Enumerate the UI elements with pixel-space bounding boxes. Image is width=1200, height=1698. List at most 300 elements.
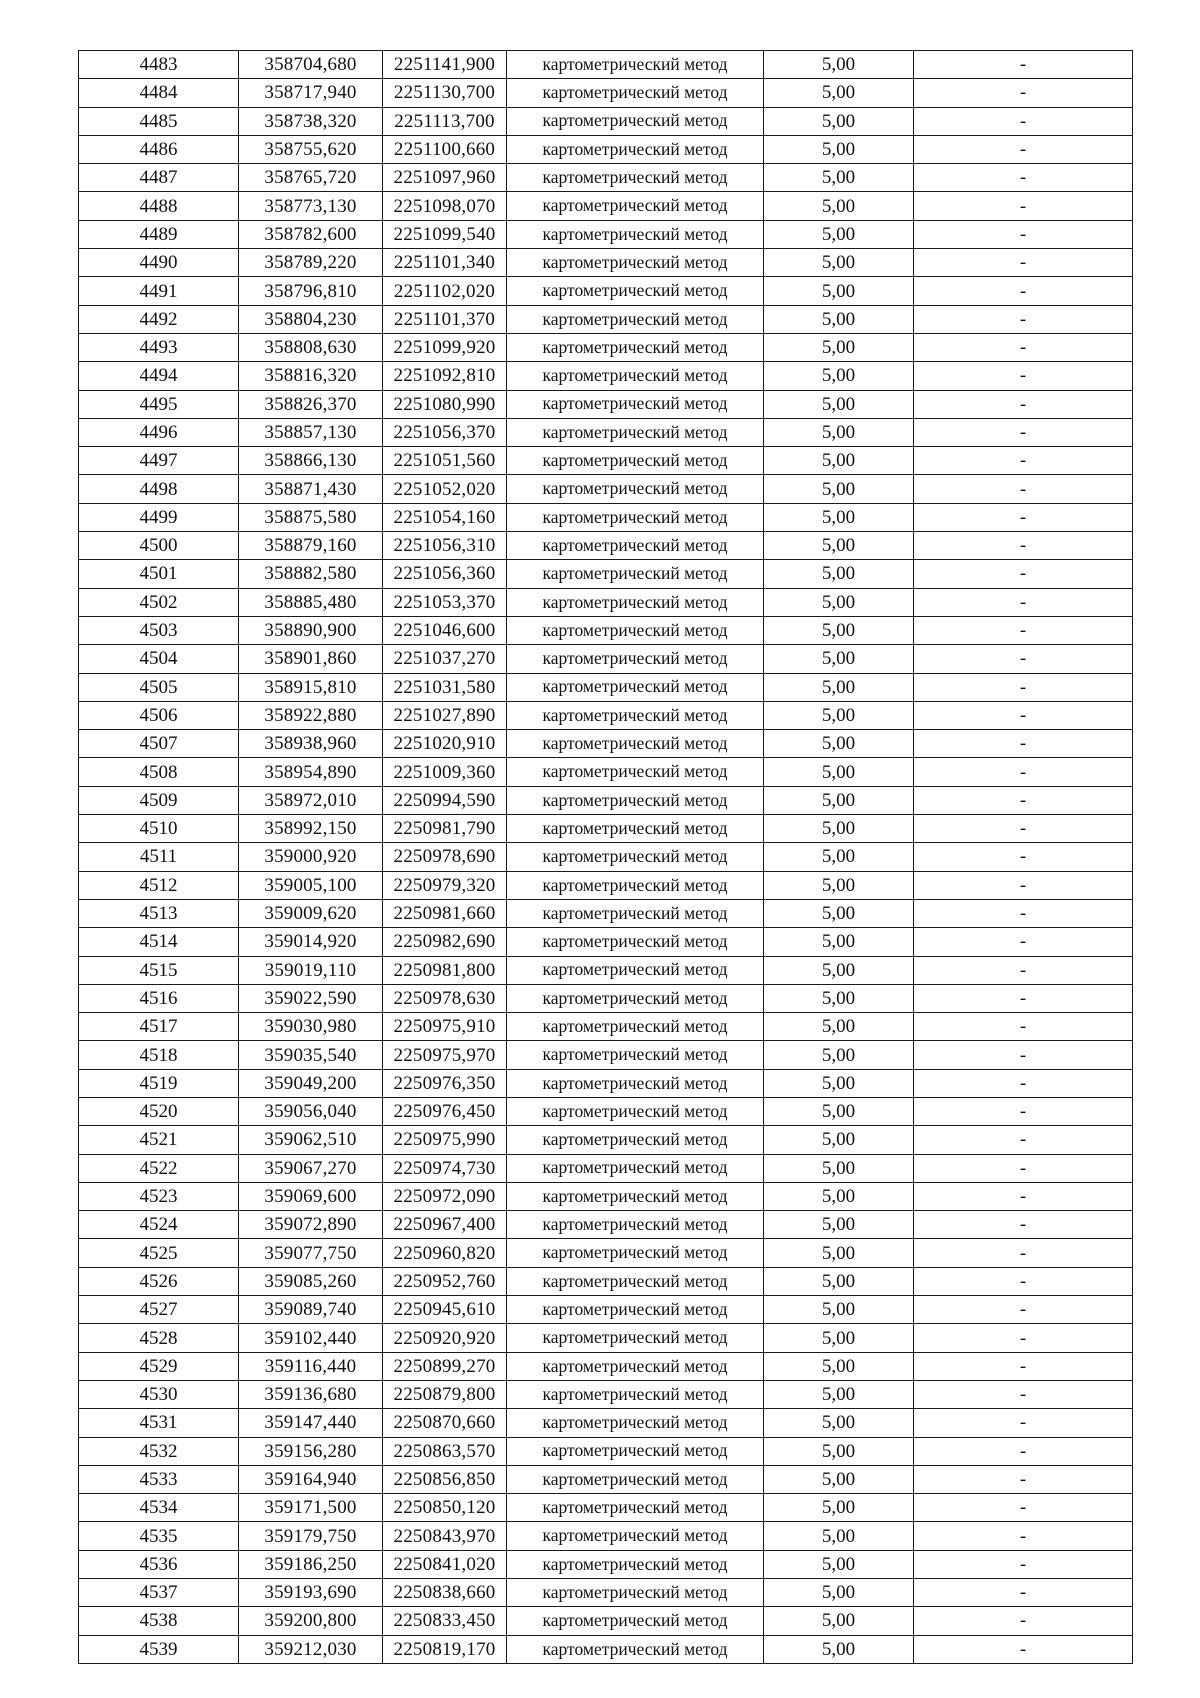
point-number-cell: 4504 [79, 645, 239, 673]
point-number-cell: 4507 [79, 730, 239, 758]
table-row [79, 1494, 1133, 1522]
accuracy-cell: 5,00 [764, 1211, 914, 1239]
method-cell: картометрический метод [507, 1607, 764, 1635]
method-cell: картометрический метод [507, 362, 764, 390]
table-row [79, 1041, 1133, 1069]
description-cell: - [914, 758, 1133, 786]
point-number-cell: 4526 [79, 1267, 239, 1295]
x-coordinate-cell: 358704,680 [239, 51, 383, 79]
x-coordinate-cell: 359186,250 [239, 1550, 383, 1578]
method-cell: картометрический метод [507, 871, 764, 899]
x-coordinate-cell: 359014,920 [239, 928, 383, 956]
method-cell: картометрический метод [507, 984, 764, 1012]
point-number-cell: 4512 [79, 871, 239, 899]
x-coordinate-cell: 358885,480 [239, 588, 383, 616]
accuracy-cell: 5,00 [764, 249, 914, 277]
point-number-cell: 4530 [79, 1380, 239, 1408]
accuracy-cell: 5,00 [764, 362, 914, 390]
y-coordinate-cell: 2250838,660 [383, 1579, 507, 1607]
y-coordinate-cell: 2251027,890 [383, 701, 507, 729]
table-row [79, 1550, 1133, 1578]
point-number-cell: 4516 [79, 984, 239, 1012]
description-cell: - [914, 447, 1133, 475]
table-row [79, 928, 1133, 956]
accuracy-cell: 5,00 [764, 1013, 914, 1041]
table-row [79, 362, 1133, 390]
method-cell: картометрический метод [507, 588, 764, 616]
method-cell: картометрический метод [507, 1239, 764, 1267]
description-cell: - [914, 1635, 1133, 1663]
description-cell: - [914, 418, 1133, 446]
point-number-cell: 4519 [79, 1069, 239, 1097]
description-cell: - [914, 1579, 1133, 1607]
table-row [79, 730, 1133, 758]
table-row [79, 701, 1133, 729]
y-coordinate-cell: 2251020,910 [383, 730, 507, 758]
description-cell: - [914, 277, 1133, 305]
y-coordinate-cell: 2251031,580 [383, 673, 507, 701]
table-row [79, 107, 1133, 135]
method-cell: картометрический метод [507, 956, 764, 984]
x-coordinate-cell: 358882,580 [239, 560, 383, 588]
point-number-cell: 4484 [79, 79, 239, 107]
y-coordinate-cell: 2251052,020 [383, 475, 507, 503]
y-coordinate-cell: 2251102,020 [383, 277, 507, 305]
description-cell: - [914, 220, 1133, 248]
accuracy-cell: 5,00 [764, 1437, 914, 1465]
point-number-cell: 4528 [79, 1324, 239, 1352]
accuracy-cell: 5,00 [764, 1182, 914, 1210]
point-number-cell: 4500 [79, 532, 239, 560]
description-cell: - [914, 51, 1133, 79]
accuracy-cell: 5,00 [764, 475, 914, 503]
accuracy-cell: 5,00 [764, 645, 914, 673]
y-coordinate-cell: 2250975,910 [383, 1013, 507, 1041]
description-cell: - [914, 1126, 1133, 1154]
method-cell: картометрический метод [507, 1635, 764, 1663]
method-cell: картометрический метод [507, 249, 764, 277]
description-cell: - [914, 1182, 1133, 1210]
table-row [79, 984, 1133, 1012]
y-coordinate-cell: 2250981,660 [383, 899, 507, 927]
y-coordinate-cell: 2251037,270 [383, 645, 507, 673]
table-row [79, 1579, 1133, 1607]
table-row [79, 843, 1133, 871]
method-cell: картометрический метод [507, 79, 764, 107]
point-number-cell: 4492 [79, 305, 239, 333]
description-cell: - [914, 645, 1133, 673]
point-number-cell: 4483 [79, 51, 239, 79]
y-coordinate-cell: 2250879,800 [383, 1380, 507, 1408]
method-cell: картометрический метод [507, 390, 764, 418]
y-coordinate-cell: 2251056,360 [383, 560, 507, 588]
table-row [79, 475, 1133, 503]
method-cell: картометрический метод [507, 843, 764, 871]
table-row [79, 164, 1133, 192]
point-number-cell: 4539 [79, 1635, 239, 1663]
method-cell: картометрический метод [507, 1182, 764, 1210]
method-cell: картометрический метод [507, 616, 764, 644]
description-cell: - [914, 1494, 1133, 1522]
table-row [79, 1182, 1133, 1210]
x-coordinate-cell: 359089,740 [239, 1296, 383, 1324]
description-cell: - [914, 305, 1133, 333]
table-row [79, 333, 1133, 361]
x-coordinate-cell: 359102,440 [239, 1324, 383, 1352]
x-coordinate-cell: 358782,600 [239, 220, 383, 248]
method-cell: картометрический метод [507, 1296, 764, 1324]
y-coordinate-cell: 2250833,450 [383, 1607, 507, 1635]
description-cell: - [914, 899, 1133, 927]
y-coordinate-cell: 2251080,990 [383, 390, 507, 418]
point-number-cell: 4494 [79, 362, 239, 390]
y-coordinate-cell: 2250819,170 [383, 1635, 507, 1663]
y-coordinate-cell: 2250975,970 [383, 1041, 507, 1069]
table-row [79, 786, 1133, 814]
accuracy-cell: 5,00 [764, 843, 914, 871]
description-cell: - [914, 673, 1133, 701]
description-cell: - [914, 1380, 1133, 1408]
y-coordinate-cell: 2251101,370 [383, 305, 507, 333]
point-number-cell: 4513 [79, 899, 239, 927]
accuracy-cell: 5,00 [764, 701, 914, 729]
point-number-cell: 4514 [79, 928, 239, 956]
x-coordinate-cell: 358826,370 [239, 390, 383, 418]
table-row [79, 871, 1133, 899]
y-coordinate-cell: 2251141,900 [383, 51, 507, 79]
x-coordinate-cell: 359009,620 [239, 899, 383, 927]
table-row [79, 645, 1133, 673]
table-row [79, 899, 1133, 927]
accuracy-cell: 5,00 [764, 107, 914, 135]
description-cell: - [914, 928, 1133, 956]
point-number-cell: 4495 [79, 390, 239, 418]
table-row [79, 1267, 1133, 1295]
table-row [79, 1522, 1133, 1550]
description-cell: - [914, 1607, 1133, 1635]
table-row [79, 1154, 1133, 1182]
coordinates-table-body [79, 51, 1133, 1664]
description-cell: - [914, 815, 1133, 843]
accuracy-cell: 5,00 [764, 1579, 914, 1607]
method-cell: картометрический метод [507, 673, 764, 701]
method-cell: картометрический метод [507, 220, 764, 248]
point-number-cell: 4508 [79, 758, 239, 786]
method-cell: картометрический метод [507, 1494, 764, 1522]
method-cell: картометрический метод [507, 51, 764, 79]
x-coordinate-cell: 359085,260 [239, 1267, 383, 1295]
table-row [79, 1239, 1133, 1267]
accuracy-cell: 5,00 [764, 1069, 914, 1097]
accuracy-cell: 5,00 [764, 1380, 914, 1408]
table-row [79, 532, 1133, 560]
y-coordinate-cell: 2250899,270 [383, 1352, 507, 1380]
method-cell: картометрический метод [507, 758, 764, 786]
y-coordinate-cell: 2251056,370 [383, 418, 507, 446]
method-cell: картометрический метод [507, 333, 764, 361]
description-cell: - [914, 1239, 1133, 1267]
accuracy-cell: 5,00 [764, 1324, 914, 1352]
table-row [79, 1126, 1133, 1154]
description-cell: - [914, 1211, 1133, 1239]
accuracy-cell: 5,00 [764, 984, 914, 1012]
description-cell: - [914, 730, 1133, 758]
x-coordinate-cell: 359212,030 [239, 1635, 383, 1663]
method-cell: картометрический метод [507, 1041, 764, 1069]
y-coordinate-cell: 2251099,540 [383, 220, 507, 248]
x-coordinate-cell: 359164,940 [239, 1465, 383, 1493]
description-cell: - [914, 333, 1133, 361]
table-row [79, 305, 1133, 333]
y-coordinate-cell: 2250870,660 [383, 1409, 507, 1437]
y-coordinate-cell: 2250975,990 [383, 1126, 507, 1154]
description-cell: - [914, 390, 1133, 418]
y-coordinate-cell: 2251097,960 [383, 164, 507, 192]
x-coordinate-cell: 359077,750 [239, 1239, 383, 1267]
y-coordinate-cell: 2250850,120 [383, 1494, 507, 1522]
point-number-cell: 4525 [79, 1239, 239, 1267]
method-cell: картометрический метод [507, 532, 764, 560]
y-coordinate-cell: 2250978,630 [383, 984, 507, 1012]
x-coordinate-cell: 358738,320 [239, 107, 383, 135]
y-coordinate-cell: 2250967,400 [383, 1211, 507, 1239]
coordinates-table [78, 50, 1133, 1664]
x-coordinate-cell: 358789,220 [239, 249, 383, 277]
x-coordinate-cell: 358755,620 [239, 135, 383, 163]
accuracy-cell: 5,00 [764, 1126, 914, 1154]
method-cell: картометрический метод [507, 815, 764, 843]
point-number-cell: 4515 [79, 956, 239, 984]
x-coordinate-cell: 358954,890 [239, 758, 383, 786]
point-number-cell: 4534 [79, 1494, 239, 1522]
y-coordinate-cell: 2250979,320 [383, 871, 507, 899]
point-number-cell: 4537 [79, 1579, 239, 1607]
point-number-cell: 4522 [79, 1154, 239, 1182]
point-number-cell: 4485 [79, 107, 239, 135]
point-number-cell: 4491 [79, 277, 239, 305]
description-cell: - [914, 1069, 1133, 1097]
table-row [79, 1013, 1133, 1041]
method-cell: картометрический метод [507, 1380, 764, 1408]
table-row [79, 673, 1133, 701]
table-row [79, 1097, 1133, 1125]
x-coordinate-cell: 359030,980 [239, 1013, 383, 1041]
x-coordinate-cell: 359179,750 [239, 1522, 383, 1550]
x-coordinate-cell: 359116,440 [239, 1352, 383, 1380]
point-number-cell: 4538 [79, 1607, 239, 1635]
y-coordinate-cell: 2250976,450 [383, 1097, 507, 1125]
method-cell: картометрический метод [507, 475, 764, 503]
x-coordinate-cell: 359136,680 [239, 1380, 383, 1408]
accuracy-cell: 5,00 [764, 815, 914, 843]
method-cell: картометрический метод [507, 786, 764, 814]
accuracy-cell: 5,00 [764, 1522, 914, 1550]
accuracy-cell: 5,00 [764, 277, 914, 305]
description-cell: - [914, 475, 1133, 503]
point-number-cell: 4498 [79, 475, 239, 503]
accuracy-cell: 5,00 [764, 418, 914, 446]
x-coordinate-cell: 358871,430 [239, 475, 383, 503]
y-coordinate-cell: 2250972,090 [383, 1182, 507, 1210]
point-number-cell: 4501 [79, 560, 239, 588]
y-coordinate-cell: 2250920,920 [383, 1324, 507, 1352]
accuracy-cell: 5,00 [764, 503, 914, 531]
description-cell: - [914, 1013, 1133, 1041]
accuracy-cell: 5,00 [764, 730, 914, 758]
x-coordinate-cell: 359049,200 [239, 1069, 383, 1097]
y-coordinate-cell: 2250994,590 [383, 786, 507, 814]
y-coordinate-cell: 2251130,700 [383, 79, 507, 107]
point-number-cell: 4509 [79, 786, 239, 814]
point-number-cell: 4527 [79, 1296, 239, 1324]
x-coordinate-cell: 359056,040 [239, 1097, 383, 1125]
y-coordinate-cell: 2251092,810 [383, 362, 507, 390]
x-coordinate-cell: 359069,600 [239, 1182, 383, 1210]
description-cell: - [914, 560, 1133, 588]
method-cell: картометрический метод [507, 1522, 764, 1550]
x-coordinate-cell: 359200,800 [239, 1607, 383, 1635]
point-number-cell: 4517 [79, 1013, 239, 1041]
x-coordinate-cell: 359193,690 [239, 1579, 383, 1607]
accuracy-cell: 5,00 [764, 1239, 914, 1267]
point-number-cell: 4487 [79, 164, 239, 192]
table-row [79, 447, 1133, 475]
method-cell: картометрический метод [507, 107, 764, 135]
x-coordinate-cell: 358866,130 [239, 447, 383, 475]
y-coordinate-cell: 2251100,660 [383, 135, 507, 163]
accuracy-cell: 5,00 [764, 164, 914, 192]
table-row [79, 1437, 1133, 1465]
y-coordinate-cell: 2250843,970 [383, 1522, 507, 1550]
method-cell: картометрический метод [507, 192, 764, 220]
point-number-cell: 4503 [79, 616, 239, 644]
y-coordinate-cell: 2251054,160 [383, 503, 507, 531]
y-coordinate-cell: 2251053,370 [383, 588, 507, 616]
point-number-cell: 4499 [79, 503, 239, 531]
method-cell: картометрический метод [507, 1211, 764, 1239]
accuracy-cell: 5,00 [764, 758, 914, 786]
point-number-cell: 4489 [79, 220, 239, 248]
x-coordinate-cell: 359067,270 [239, 1154, 383, 1182]
description-cell: - [914, 362, 1133, 390]
x-coordinate-cell: 358972,010 [239, 786, 383, 814]
method-cell: картометрический метод [507, 701, 764, 729]
description-cell: - [914, 1465, 1133, 1493]
table-row [79, 1465, 1133, 1493]
method-cell: картометрический метод [507, 277, 764, 305]
y-coordinate-cell: 2251051,560 [383, 447, 507, 475]
accuracy-cell: 5,00 [764, 1635, 914, 1663]
table-row [79, 220, 1133, 248]
accuracy-cell: 5,00 [764, 79, 914, 107]
method-cell: картометрический метод [507, 135, 764, 163]
x-coordinate-cell: 359062,510 [239, 1126, 383, 1154]
table-row [79, 135, 1133, 163]
point-number-cell: 4518 [79, 1041, 239, 1069]
y-coordinate-cell: 2251056,310 [383, 532, 507, 560]
point-number-cell: 4497 [79, 447, 239, 475]
description-cell: - [914, 503, 1133, 531]
method-cell: картометрический метод [507, 164, 764, 192]
y-coordinate-cell: 2250960,820 [383, 1239, 507, 1267]
accuracy-cell: 5,00 [764, 956, 914, 984]
method-cell: картометрический метод [507, 730, 764, 758]
point-number-cell: 4488 [79, 192, 239, 220]
point-number-cell: 4486 [79, 135, 239, 163]
description-cell: - [914, 1097, 1133, 1125]
description-cell: - [914, 164, 1133, 192]
point-number-cell: 4536 [79, 1550, 239, 1578]
accuracy-cell: 5,00 [764, 1465, 914, 1493]
x-coordinate-cell: 359000,920 [239, 843, 383, 871]
accuracy-cell: 5,00 [764, 1041, 914, 1069]
x-coordinate-cell: 359022,590 [239, 984, 383, 1012]
method-cell: картометрический метод [507, 1069, 764, 1097]
point-number-cell: 4505 [79, 673, 239, 701]
y-coordinate-cell: 2250863,570 [383, 1437, 507, 1465]
method-cell: картометрический метод [507, 645, 764, 673]
x-coordinate-cell: 359156,280 [239, 1437, 383, 1465]
table-row [79, 390, 1133, 418]
table-row [79, 1409, 1133, 1437]
method-cell: картометрический метод [507, 1579, 764, 1607]
description-cell: - [914, 1550, 1133, 1578]
accuracy-cell: 5,00 [764, 390, 914, 418]
description-cell: - [914, 135, 1133, 163]
x-coordinate-cell: 359147,440 [239, 1409, 383, 1437]
description-cell: - [914, 956, 1133, 984]
point-number-cell: 4502 [79, 588, 239, 616]
x-coordinate-cell: 359171,500 [239, 1494, 383, 1522]
point-number-cell: 4493 [79, 333, 239, 361]
point-number-cell: 4531 [79, 1409, 239, 1437]
y-coordinate-cell: 2250981,790 [383, 815, 507, 843]
accuracy-cell: 5,00 [764, 333, 914, 361]
description-cell: - [914, 1296, 1133, 1324]
y-coordinate-cell: 2250976,350 [383, 1069, 507, 1097]
accuracy-cell: 5,00 [764, 305, 914, 333]
accuracy-cell: 5,00 [764, 1494, 914, 1522]
description-cell: - [914, 843, 1133, 871]
point-number-cell: 4490 [79, 249, 239, 277]
method-cell: картометрический метод [507, 1126, 764, 1154]
description-cell: - [914, 1409, 1133, 1437]
table-row [79, 51, 1133, 79]
description-cell: - [914, 249, 1133, 277]
x-coordinate-cell: 358938,960 [239, 730, 383, 758]
y-coordinate-cell: 2250952,760 [383, 1267, 507, 1295]
accuracy-cell: 5,00 [764, 135, 914, 163]
y-coordinate-cell: 2250856,850 [383, 1465, 507, 1493]
accuracy-cell: 5,00 [764, 1097, 914, 1125]
point-number-cell: 4521 [79, 1126, 239, 1154]
table-row [79, 79, 1133, 107]
y-coordinate-cell: 2251098,070 [383, 192, 507, 220]
accuracy-cell: 5,00 [764, 1550, 914, 1578]
table-row [79, 1607, 1133, 1635]
point-number-cell: 4496 [79, 418, 239, 446]
x-coordinate-cell: 358922,880 [239, 701, 383, 729]
description-cell: - [914, 1437, 1133, 1465]
x-coordinate-cell: 359005,100 [239, 871, 383, 899]
table-row [79, 1324, 1133, 1352]
method-cell: картометрический метод [507, 305, 764, 333]
method-cell: картометрический метод [507, 1097, 764, 1125]
description-cell: - [914, 1352, 1133, 1380]
point-number-cell: 4535 [79, 1522, 239, 1550]
point-number-cell: 4533 [79, 1465, 239, 1493]
accuracy-cell: 5,00 [764, 673, 914, 701]
